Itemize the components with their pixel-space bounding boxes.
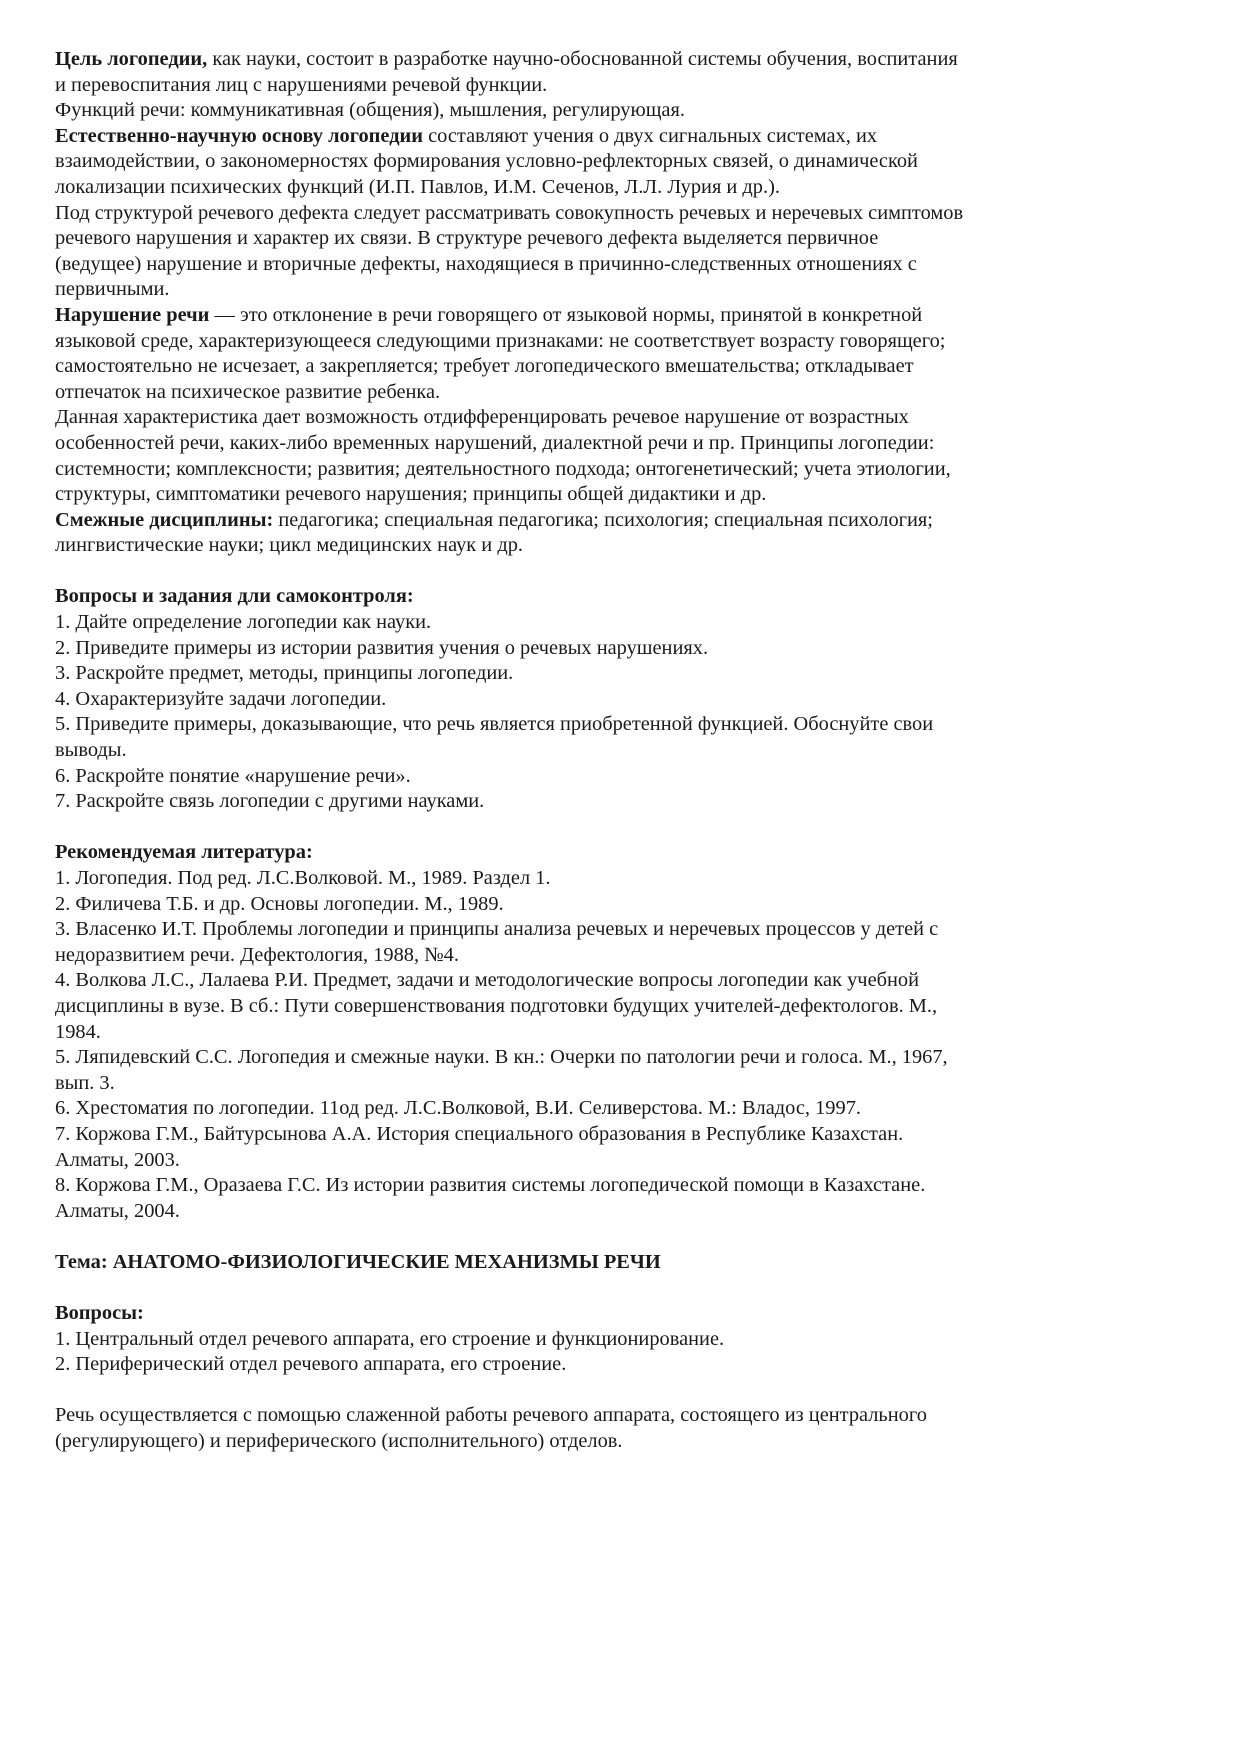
spacer — [55, 1378, 1205, 1404]
paragraph-characteristic-line: структуры, симптоматики речевого нарушения; принципы общей дидактики и др. — [55, 483, 767, 506]
paragraph-characteristic-line: особенностей речи, каких-либо временных нарушений, диалектной речи и пр. Принципы логопедии: — [55, 431, 935, 454]
literature-item: дисциплины в вузе. В сб.: Пути совершенствования подготовки будущих учителей-дефектологов. М., — [55, 994, 938, 1017]
paragraph-goal-line: и перевоспитания лиц с нарушениями речевой функции. — [55, 73, 548, 96]
paragraph-structure-line: (ведущее) нарушение и вторичные дефекты, находящиеся в причинно-следственных отношениях с — [55, 252, 917, 275]
spacer — [55, 559, 1205, 585]
document-page — [55, 47, 1205, 1455]
list-item: 1. Дайте определение логопедии как науки. — [55, 611, 432, 634]
paragraph-basis-line: локализации психических функций (И.П. Павлов, И.М. Сеченов, Л.Л. Лурия и др.). — [55, 175, 780, 198]
paragraph-characteristic-line: системности; комплексности; развития; деятельностного подхода; онтогенетический; учета этиологии, — [55, 457, 951, 480]
literature-item: 4. Волкова Л.С., Лалаева Р.И. Предмет, задачи и методологические вопросы логопедии как учебной — [55, 969, 920, 992]
literature-item: 6. Хрестоматия по логопедии. 11од ред. Л.С.Волковой, В.И. Селиверстова. М.: Владос, 1997. — [55, 1097, 861, 1120]
literature-item: 5. Ляпидевский С.С. Логопедия и смежные науки. В кн.: Очерки по патологии речи и голоса. М., 1967, — [55, 1046, 948, 1069]
literature-section — [55, 840, 1205, 1224]
paragraph-goal-line: Цель логопедии, как науки, состоит в разработке научно-обоснованной системы обучения, воспитания — [55, 48, 958, 70]
paragraph-functions: Функций речи: коммуникативная (общения), мышления, регулирующая. — [55, 99, 685, 122]
list-item: 6. Раскройте понятие «нарушение речи». — [55, 764, 411, 787]
topic-body-line: (регулирующего) и периферического (исполнительного) отделов. — [55, 1430, 623, 1453]
spacer — [55, 1276, 1205, 1302]
question-item: 2. Периферический отдел речевого аппарата, его строение. — [55, 1353, 567, 1376]
paragraph-characteristic-line: Данная характеристика дает возможность отдифференцировать речевое нарушение от возрастных — [55, 406, 909, 429]
paragraph-disorder-line: Нарушение речи — это отклонение в речи говорящего от языковой нормы, принятой в конкретной — [55, 303, 923, 326]
spacer — [55, 815, 1205, 841]
topic-section — [55, 1250, 1205, 1455]
paragraph-structure-line: первичными. — [55, 278, 170, 301]
list-item: 5. Приведите примеры, доказывающие, что речь является приобретенной функцией. Обоснуйте свои — [55, 713, 934, 736]
term-basis: Естественно-научную основу логопедии — [55, 124, 424, 147]
literature-item: 8. Коржова Г.М., Оразаева Г.С. Из истории развития системы логопедической помощи в Казахстане. — [55, 1174, 926, 1197]
list-item: выводы. — [55, 739, 127, 762]
term-related: Смежные дисциплины: — [55, 508, 274, 531]
literature-item: 2. Филичева Т.Б. и др. Основы логопедии. М., 1989. — [55, 892, 504, 915]
paragraph-structure-line: речевого нарушения и характер их связи. В структуре речевого дефекта выделяется первичное — [55, 227, 879, 250]
list-item: 7. Раскройте связь логопедии с другими науками. — [55, 790, 485, 813]
questions-heading: Вопросы: — [55, 1302, 144, 1325]
paragraph-basis-line: взаимодействии, о закономерностях формирования условно-рефлекторных связей, о динамической — [55, 150, 918, 173]
literature-item: недоразвитием речи. Дефектология, 1988, №4. — [55, 943, 459, 966]
intro-section — [55, 47, 1205, 559]
list-item: 4. Охарактеризуйте задачи логопедии. — [55, 687, 387, 710]
literature-item: 3. Власенко И.Т. Проблемы логопедии и принципы анализа речевых и неречевых процессов у детей с — [55, 918, 939, 941]
paragraph-related-line: лингвистические науки; цикл медицинских наук и др. — [55, 534, 523, 557]
paragraph-related-line: Смежные дисциплины: педагогика; специальная педагогика; психология; специальная психология; — [55, 508, 933, 531]
self-control-section — [55, 584, 1205, 814]
term-disorder: Нарушение речи — [55, 303, 210, 326]
paragraph-disorder-line: отпечаток на психическое развитие ребенка. — [55, 380, 441, 403]
section-heading-self-control: Вопросы и задания дли самоконтроля: — [55, 585, 414, 608]
section-heading-literature: Рекомендуемая литература: — [55, 841, 313, 864]
literature-item: вып. 3. — [55, 1071, 115, 1094]
list-item: 2. Приведите примеры из истории развития учения о речевых нарушениях. — [55, 636, 709, 659]
literature-item: 1. Логопедия. Под ред. Л.С.Волковой. М., 1989. Раздел 1. — [55, 867, 551, 889]
spacer — [55, 1224, 1205, 1250]
topic-heading: Тема: АНАТОМО-ФИЗИОЛОГИЧЕСКИЕ МЕХАНИЗМЫ РЕЧИ — [55, 1250, 661, 1273]
literature-item: 1984. — [55, 1020, 101, 1043]
literature-item: Алматы, 2003. — [55, 1148, 180, 1171]
literature-item: 7. Коржова Г.М., Байтурсынова А.А. История специального образования в Республике Казахстан. — [55, 1122, 904, 1145]
list-item: 3. Раскройте предмет, методы, принципы логопедии. — [55, 662, 514, 685]
paragraph-disorder-line: самостоятельно не исчезает, а закрепляется; требует логопедического вмешательства; откладывает — [55, 355, 914, 378]
term-goal: Цель логопедии, — [55, 48, 208, 70]
literature-item: Алматы, 2004. — [55, 1199, 180, 1222]
paragraph-disorder-line: языковой среде, характеризующееся следующими признаками: не соответствует возрасту говорящего; — [55, 329, 946, 352]
paragraph-basis-line: Естественно-научную основу логопедии составляют учения о двух сигнальных системах, их — [55, 124, 878, 147]
paragraph-structure-line: Под структурой речевого дефекта следует рассматривать совокупность речевых и неречевых симптомов — [55, 201, 964, 224]
topic-body-line: Речь осуществляется с помощью слаженной работы речевого аппарата, состоящего из центрального — [55, 1404, 927, 1427]
question-item: 1. Центральный отдел речевого аппарата, его строение и функционирование. — [55, 1327, 725, 1350]
